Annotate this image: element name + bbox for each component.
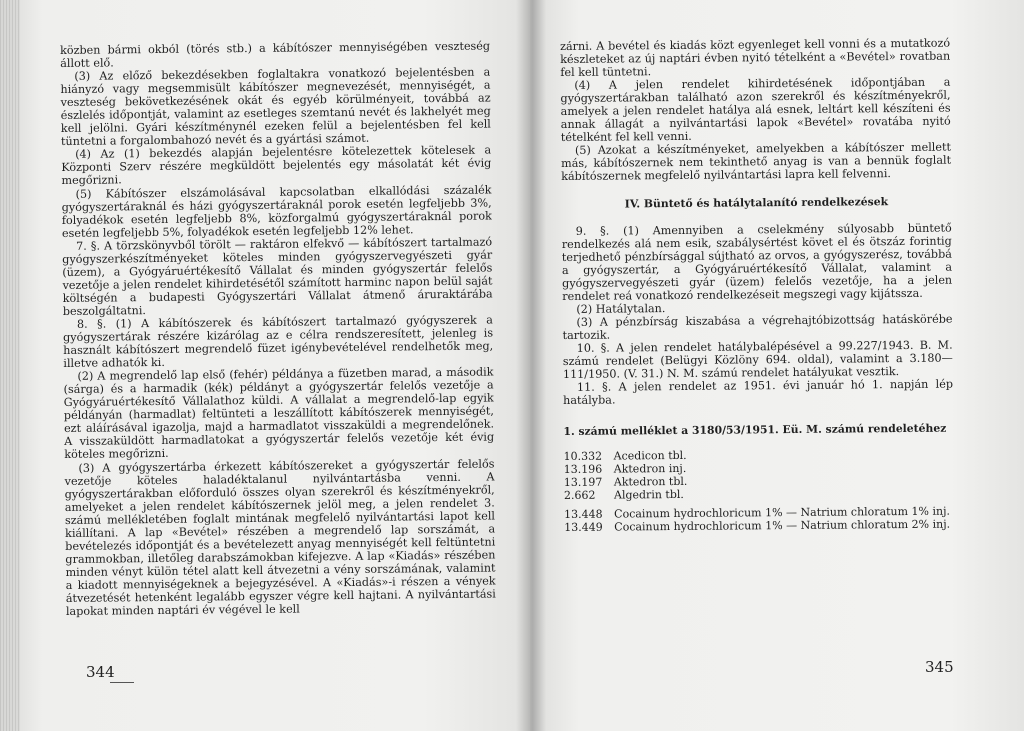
paragraph: 11. §. A jelen rendelet az 1951. évi január hó 1. napján lép hatályba.: [563, 377, 954, 408]
annex-item-code: 13.449: [564, 520, 603, 535]
page-number-left: 344: [86, 663, 115, 681]
paragraph: 7. §. A törzskönyvből törölt — raktáron elfekvő — kábítószert tartalmazó gyógyszerkészítményeket köteles minden gyógyszervegyészeti gyár (üzem), a Gyógyáruértékesítő Vállalat és minden gyógyszertár felelős vezetője a jelen rendelet kihirdetésétől számított harminc napon belül saját költségén a budapesti Gyógyszertári Vállalat átmenő áruraktárába beszolgáltatni.: [62, 235, 493, 318]
annex-item-name: Aktedron inj.: [613, 462, 687, 476]
annex-item-code: 10.332: [563, 449, 603, 464]
paragraph: zárni. A bevétel és kiadás közt egyenleget kell vonni és a mutatkozó készleteket az új naptári évben nyitó tételként a «Bevétel» rovatban fel kell tüntetni.: [560, 36, 951, 80]
page-edges: [0, 0, 20, 731]
paragraph: (2) Hatálytalan.: [576, 301, 666, 316]
right-paragraphs-bottom: [562, 221, 954, 407]
paragraph: (4) Az (1) bekezdés alapján bejelentésre kötelezettek kötelesek a Központi Szerv részére megküldött bejelentés egy másolatát két évig megőrizni.: [61, 143, 492, 188]
paragraph: (3) A gyógyszertárba érkezett kábítószereket a gyógyszertár felelős vezetője köteles haladéktalanul nyilvántartásba venni. A gyógyszertárakban előforduló összes olyan szerekről és készítményekről, amelyeket a jelen rendelet kábítószernek jelöl meg, a jelen rendelet 3. számú mellékletében foglalt mintának megfelelő nyilvántartási lapot kell kiállítani. A lap «Bevétel» részében a megrendelő lap sorszámát, a bevételezés időpontját és a bevételezett anyag mennyiségét kell feltüntetni grammokban, illetőleg darabszámokban kifejezve. A lap «Kiadás» részében minden vényt külön tétel alatt kell átvezetni a vény sorszámának, valamint a kiadott mennyiségeknek a bejegyzésével. A «Kiadás»-i részen a vények átvezetését hetenként legalább egyszer végre kell hajtani. A nyilvántartási lapokat minden naptári év végével le kell: [64, 456, 496, 618]
annex-item-name: Aktedron tbl.: [613, 475, 688, 489]
paragraph: (2) A megrendelő lap első (fehér) példánya a füzetben marad, a második (sárga) és a harmadik (kék) példányt a gyógyszertár felelős vezetője a Gyógyáruértékesítő Vállalathoz küldi. A vállalat a megrendelő-lap egyik példányán (harmadlat) feltünteti a leszállított kábítószerek mennyiségét, ezt aláírásával igazolja, majd a harmadlatot visszaküldi a megrendelőnek. A visszaküldött harmadlatokat a gyógyszertár felelős vezetője két évig köteles megőrizni.: [63, 365, 495, 462]
right-text-column: [560, 37, 954, 535]
annex-list: [564, 447, 955, 534]
paragraph: (5) Azokat a készítményeket, amelyekben a kábítószer mellett más, kábítószernek nem tekinthető anyag is van a bennük foglalt kábítószernek megfelelő nyilvántartási lapra kell felvenni.: [561, 140, 952, 184]
paragraph: (4) A jelen rendelet kihirdetésének időpontjában a gyógyszertárakban található azon szerekről és készítményekről, amelyek a jelen rendelet hatálya alá esnek, leltárt kell készíteni és annak állagát a nyilvántartási lapok «Bevétel» rovatába nyitó tételként fel kell venni.: [560, 75, 951, 145]
annex-item-name: Algedrin tbl.: [613, 488, 684, 502]
annex-item-code: 13.448: [564, 507, 603, 522]
paragraph: 10. §. A jelen rendelet hatálybalépésével a 99.227/1943. B. M. számú rendelet (Belügyi Közlöny 694. oldal), valamint a 3.180—111/1950. (V. 31.) N. M. számú rendelet hatályukat vesztik.: [562, 338, 953, 382]
left-text-column: [60, 39, 496, 618]
annex-item-name: Cocainum hydrochloricum 1% — Natrium chloratum 1% inj.: [614, 504, 951, 521]
paragraph: (3) A pénzbírság kiszabása a végrehajtóbizottság hatáskörébe tartozik.: [562, 312, 953, 342]
paragraph: közben bármi okból (törés stb.) a kábítószer mennyiségében veszteség állott elő.: [60, 39, 491, 71]
right-paragraphs-top: [560, 37, 951, 184]
annex-item-code: 13.197: [563, 475, 603, 490]
section-heading: IV. Büntető és hatálytalanító rendelkezések: [624, 194, 889, 210]
annex-item-name: Cocainum hydrochloricum 1% — Natrium chloratum 2% inj.: [614, 517, 951, 534]
paragraph: 9. §. (1) Amennyiben a cselekmény súlyosabb büntető rendelkezés alá nem esik, szabálysértést követ el és ötszáz forintig terjedhető pénzbírsággal sújtható az orvos, a gyógyszerész, továbbá a gyógyszertár, a Gyógyáruértékesítő Vállalat, valamint a gyógyszervegyészeti gyár (üzem) felelős vezetője, ha a jelen rendelet reá vonatkozó rendelkezéseit megszegi vagy kijátssza.: [561, 221, 953, 303]
annex-title: 1. számú melléklet a 3180/53/1951. Eü. M. számú rendeletéhez: [563, 421, 947, 439]
annex-item-code: 13.196: [563, 462, 603, 477]
page-number-right: 345: [925, 658, 954, 676]
paragraph: 8. §. (1) A kábítószerek és kábítószert tartalmazó gyógyszerek a gyógyszertárak részére kizárólag az e célra rendszeresített, jelenleg is használt kábítószert megrendelő füzet igénybevételével rendelhetők meg, illetve adhatók ki.: [63, 313, 494, 371]
page-number-rule: [110, 682, 134, 683]
book-gutter: [516, 0, 546, 731]
paragraph: (3) Az előző bekezdésekben foglaltakra vonatkozó bejelentésben a hiányzó vagy megsemmisült kábítószer megnevezését, mennyiségét, a veszteség bekövetkezésének okát és egyéb körülményeit, továbbá az észlelés időpontját, valamint az esetleges szemtanú nevét és lakhelyét meg kell jelölni. Gyári készítménynél ezeken felül a bejelentésben fel kell tüntetni a forgalombahozó nevét és a gyártási számot.: [60, 65, 491, 149]
annex-item-code: 2.662: [563, 488, 596, 503]
annex-item-name: Acedicon tbl.: [613, 449, 687, 463]
paragraph: (5) Kábítószer elszámolásával kapcsolatban elkallódási százalék gyógyszertáraknál és házi gyógyszertáraknál porok esetén legfeljebb 3%, folyadékok esetén legfeljebb 8%, közforgalmú gyógyszertáraknál porok esetén legfeljebb 5%, folyadékok esetén legfeljebb 12% lehet.: [61, 183, 492, 240]
